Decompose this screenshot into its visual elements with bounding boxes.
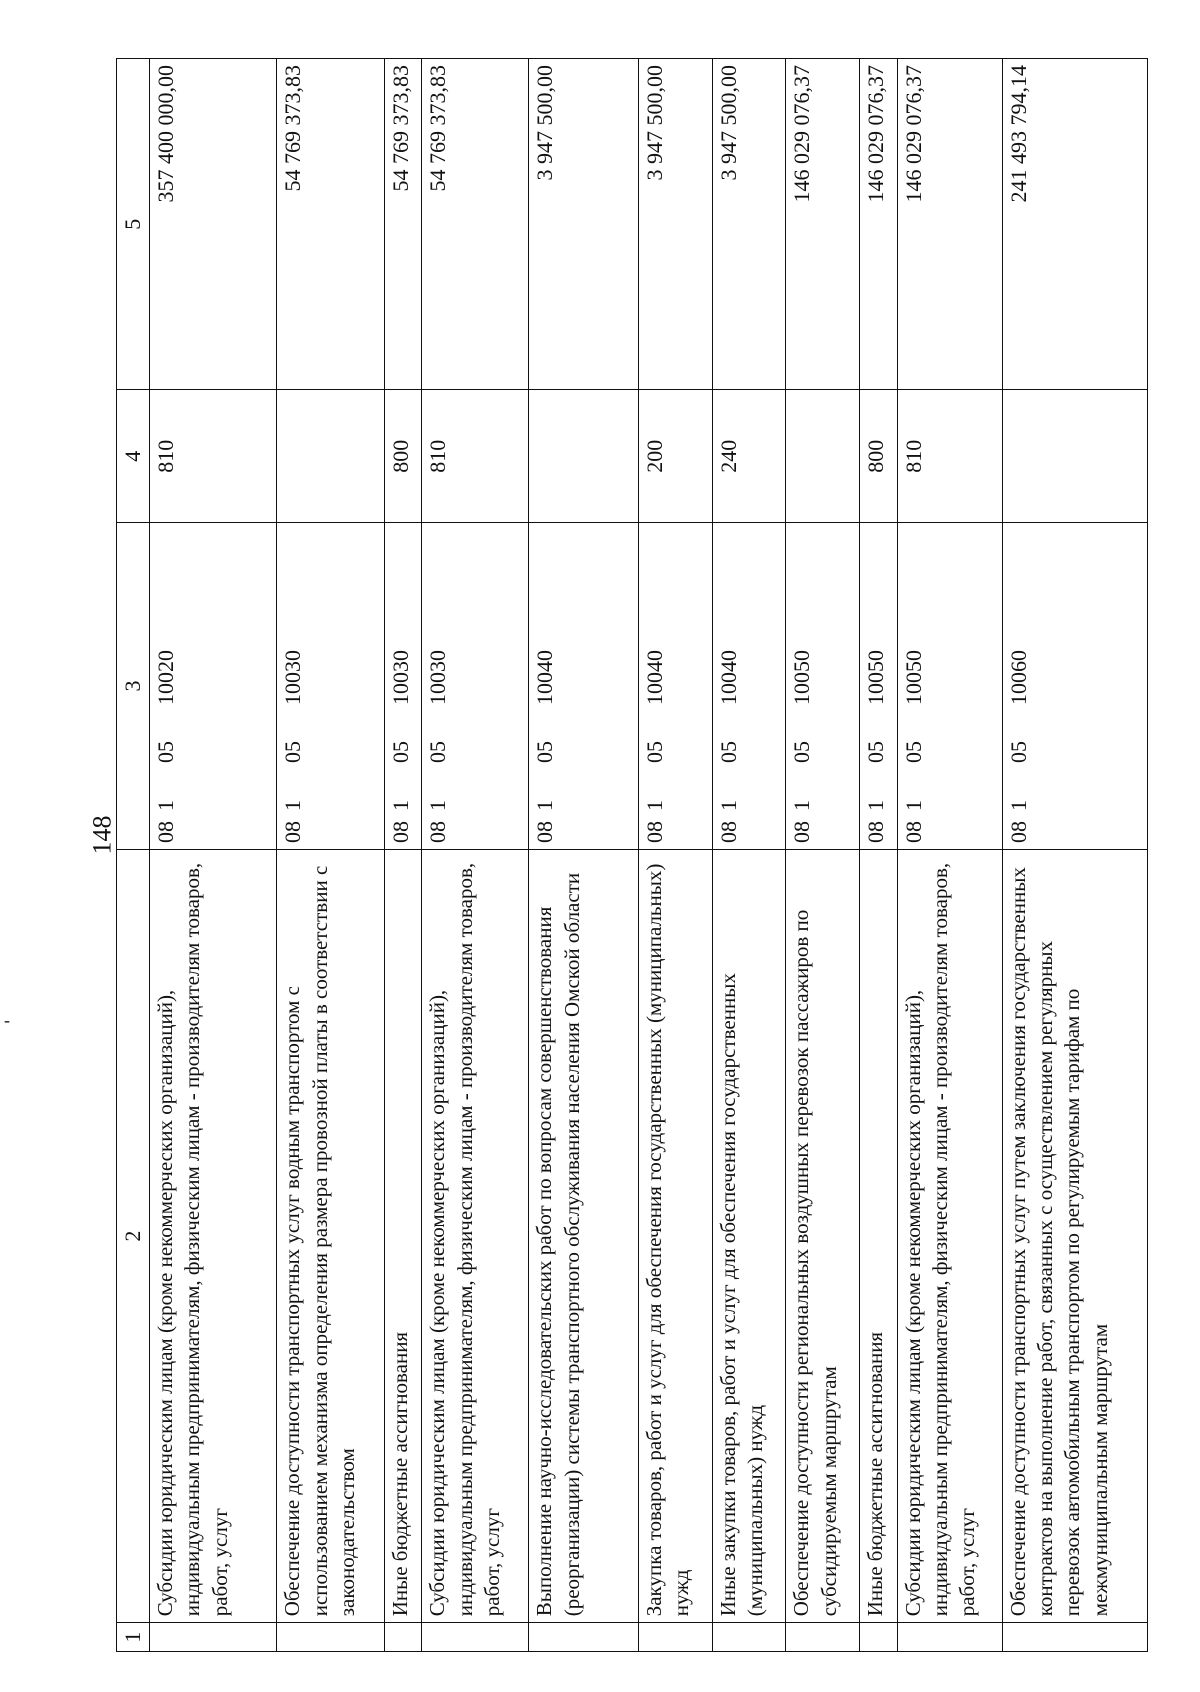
code-part-1: 08 <box>789 820 815 843</box>
row-type-cell <box>786 390 860 523</box>
code-part-2: 1 <box>153 799 179 811</box>
code-part-3: 05 <box>1005 740 1031 763</box>
code-part-3: 05 <box>789 740 815 763</box>
code-part-3: 05 <box>532 740 558 763</box>
row-type-cell: 800 <box>384 390 422 523</box>
code-part-3: 05 <box>900 740 926 763</box>
row-amount-cell: 241 493 794,14 <box>1002 59 1147 390</box>
code-part-4: 10030 <box>387 649 413 705</box>
code-part-4: 10050 <box>863 649 889 705</box>
table-row <box>860 59 898 1652</box>
code-part-2: 1 <box>789 799 815 811</box>
table-row <box>422 59 529 1652</box>
code-part-3: 05 <box>863 740 889 763</box>
code-part-2: 1 <box>280 799 306 811</box>
table-row <box>712 59 786 1652</box>
row-amount-cell: 54 769 373,83 <box>384 59 422 390</box>
row-code-cell <box>150 523 277 850</box>
row-name-cell: Иные закупки товаров, работ и услуг для обеспечения государственных (муниципальных) нужд <box>712 849 786 1622</box>
row-number-cell <box>638 1623 712 1652</box>
code-part-4: 10050 <box>900 649 926 705</box>
row-type-cell <box>529 390 638 523</box>
table-row <box>897 59 1002 1652</box>
code-part-3: 05 <box>387 740 413 763</box>
side-mark: - <box>4 1010 10 1030</box>
row-amount-cell: 54 769 373,83 <box>422 59 529 390</box>
row-code-cell <box>529 523 638 850</box>
row-amount-cell: 146 029 076,37 <box>860 59 898 390</box>
row-code-cell <box>786 523 860 850</box>
table-row <box>150 59 277 1652</box>
code-part-4: 10040 <box>715 649 741 705</box>
row-amount-cell: 3 947 500,00 <box>529 59 638 390</box>
page-number: 148 <box>87 815 117 855</box>
row-type-cell: 240 <box>712 390 786 523</box>
code-part-1: 08 <box>1005 820 1031 843</box>
code-part-4: 10040 <box>532 649 558 705</box>
row-code-cell <box>1002 523 1147 850</box>
header-col-2: 2 <box>117 849 150 1622</box>
code-part-4: 10060 <box>1005 649 1031 705</box>
row-amount-cell: 3 947 500,00 <box>638 59 712 390</box>
row-code-cell <box>384 523 422 850</box>
row-code-cell <box>897 523 1002 850</box>
row-type-cell: 200 <box>638 390 712 523</box>
code-part-3: 05 <box>641 740 667 763</box>
row-name-cell: Выполнение научно-исследовательских работ по вопросам совершенствования (реорганизации) системы транспортного обслуживания населения Омской области <box>529 849 638 1622</box>
row-code-cell <box>860 523 898 850</box>
row-number-cell <box>897 1623 1002 1652</box>
table-row <box>529 59 638 1652</box>
code-part-3: 05 <box>153 740 179 763</box>
row-amount-cell: 146 029 076,37 <box>897 59 1002 390</box>
code-part-3: 05 <box>280 740 306 763</box>
code-part-2: 1 <box>641 799 667 811</box>
row-number-cell <box>786 1623 860 1652</box>
code-part-2: 1 <box>425 799 451 811</box>
code-part-1: 08 <box>153 820 179 843</box>
code-part-1: 08 <box>532 820 558 843</box>
row-name-cell: Обеспечение доступности транспортных услуг водным транспортом с использованием механизма определения размера провозной платы в соответствии с законодательством <box>277 849 384 1622</box>
code-part-1: 08 <box>863 820 889 843</box>
row-type-cell <box>277 390 384 523</box>
header-col-4: 4 <box>117 390 150 523</box>
code-part-2: 1 <box>1005 799 1031 811</box>
table-row <box>786 59 860 1652</box>
row-code-cell <box>277 523 384 850</box>
code-part-4: 10040 <box>641 649 667 705</box>
table-row <box>384 59 422 1652</box>
budget-table-wrapper <box>116 58 1148 1652</box>
code-part-2: 1 <box>532 799 558 811</box>
code-part-4: 10030 <box>425 649 451 705</box>
code-part-1: 08 <box>425 820 451 843</box>
code-part-1: 08 <box>280 820 306 843</box>
code-part-2: 1 <box>387 799 413 811</box>
row-number-cell <box>712 1623 786 1652</box>
row-number-cell <box>384 1623 422 1652</box>
code-part-4: 10020 <box>153 649 179 705</box>
code-part-3: 05 <box>425 740 451 763</box>
row-name-cell: Субсидии юридическим лицам (кроме некоммерческих организаций), индивидуальным предпринимателям, физическим лицам - производителям товаров, работ, услуг <box>150 849 277 1622</box>
code-part-1: 08 <box>387 820 413 843</box>
code-part-2: 1 <box>863 799 889 811</box>
row-number-cell <box>150 1623 277 1652</box>
table-row <box>277 59 384 1652</box>
row-number-cell <box>277 1623 384 1652</box>
row-type-cell <box>1002 390 1147 523</box>
row-number-cell <box>529 1623 638 1652</box>
row-name-cell: Обеспечение доступности транспортных услуг путем заключения государственных контрактов на выполнение работ, связанных с осуществлением регулярных перевозок автомобильным транспортом по регулируемым тарифам по межмуниципальным маршрутам <box>1002 849 1147 1622</box>
table-header-row <box>117 59 150 1652</box>
row-name-cell: Субсидии юридическим лицам (кроме некоммерческих организаций), индивидуальным предпринимателям, физическим лицам - производителям товаров, работ, услуг <box>422 849 529 1622</box>
row-type-cell: 810 <box>150 390 277 523</box>
budget-table <box>116 58 1148 1652</box>
code-part-4: 10030 <box>280 649 306 705</box>
header-col-1: 1 <box>117 1623 150 1652</box>
row-number-cell <box>860 1623 898 1652</box>
row-code-cell <box>712 523 786 850</box>
row-type-cell: 810 <box>897 390 1002 523</box>
table-row <box>638 59 712 1652</box>
header-col-5: 5 <box>117 59 150 390</box>
code-part-3: 05 <box>715 740 741 763</box>
code-part-4: 10050 <box>789 649 815 705</box>
row-number-cell <box>422 1623 529 1652</box>
table-row <box>1002 59 1147 1652</box>
code-part-1: 08 <box>641 820 667 843</box>
row-type-cell: 800 <box>860 390 898 523</box>
row-name-cell: Закупка товаров, работ и услуг для обеспечения государственных (муниципальных) нужд <box>638 849 712 1622</box>
row-name-cell: Иные бюджетные ассигнования <box>860 849 898 1622</box>
row-code-cell <box>422 523 529 850</box>
code-part-2: 1 <box>715 799 741 811</box>
row-amount-cell: 146 029 076,37 <box>786 59 860 390</box>
code-part-1: 08 <box>715 820 741 843</box>
code-part-1: 08 <box>900 820 926 843</box>
budget-table-rotated <box>116 58 1148 1652</box>
code-part-2: 1 <box>900 799 926 811</box>
row-code-cell <box>638 523 712 850</box>
row-name-cell: Иные бюджетные ассигнования <box>384 849 422 1622</box>
row-amount-cell: 54 769 373,83 <box>277 59 384 390</box>
row-name-cell: Субсидии юридическим лицам (кроме некоммерческих организаций), индивидуальным предпринимателям, физическим лицам - производителям товаров, работ, услуг <box>897 849 1002 1622</box>
row-amount-cell: 3 947 500,00 <box>712 59 786 390</box>
row-name-cell: Обеспечение доступности региональных воздушных перевозок пассажиров по субсидируемым маршрутам <box>786 849 860 1622</box>
row-amount-cell: 357 400 000,00 <box>150 59 277 390</box>
row-type-cell: 810 <box>422 390 529 523</box>
header-col-3: 3 <box>117 523 150 850</box>
row-number-cell <box>1002 1623 1147 1652</box>
